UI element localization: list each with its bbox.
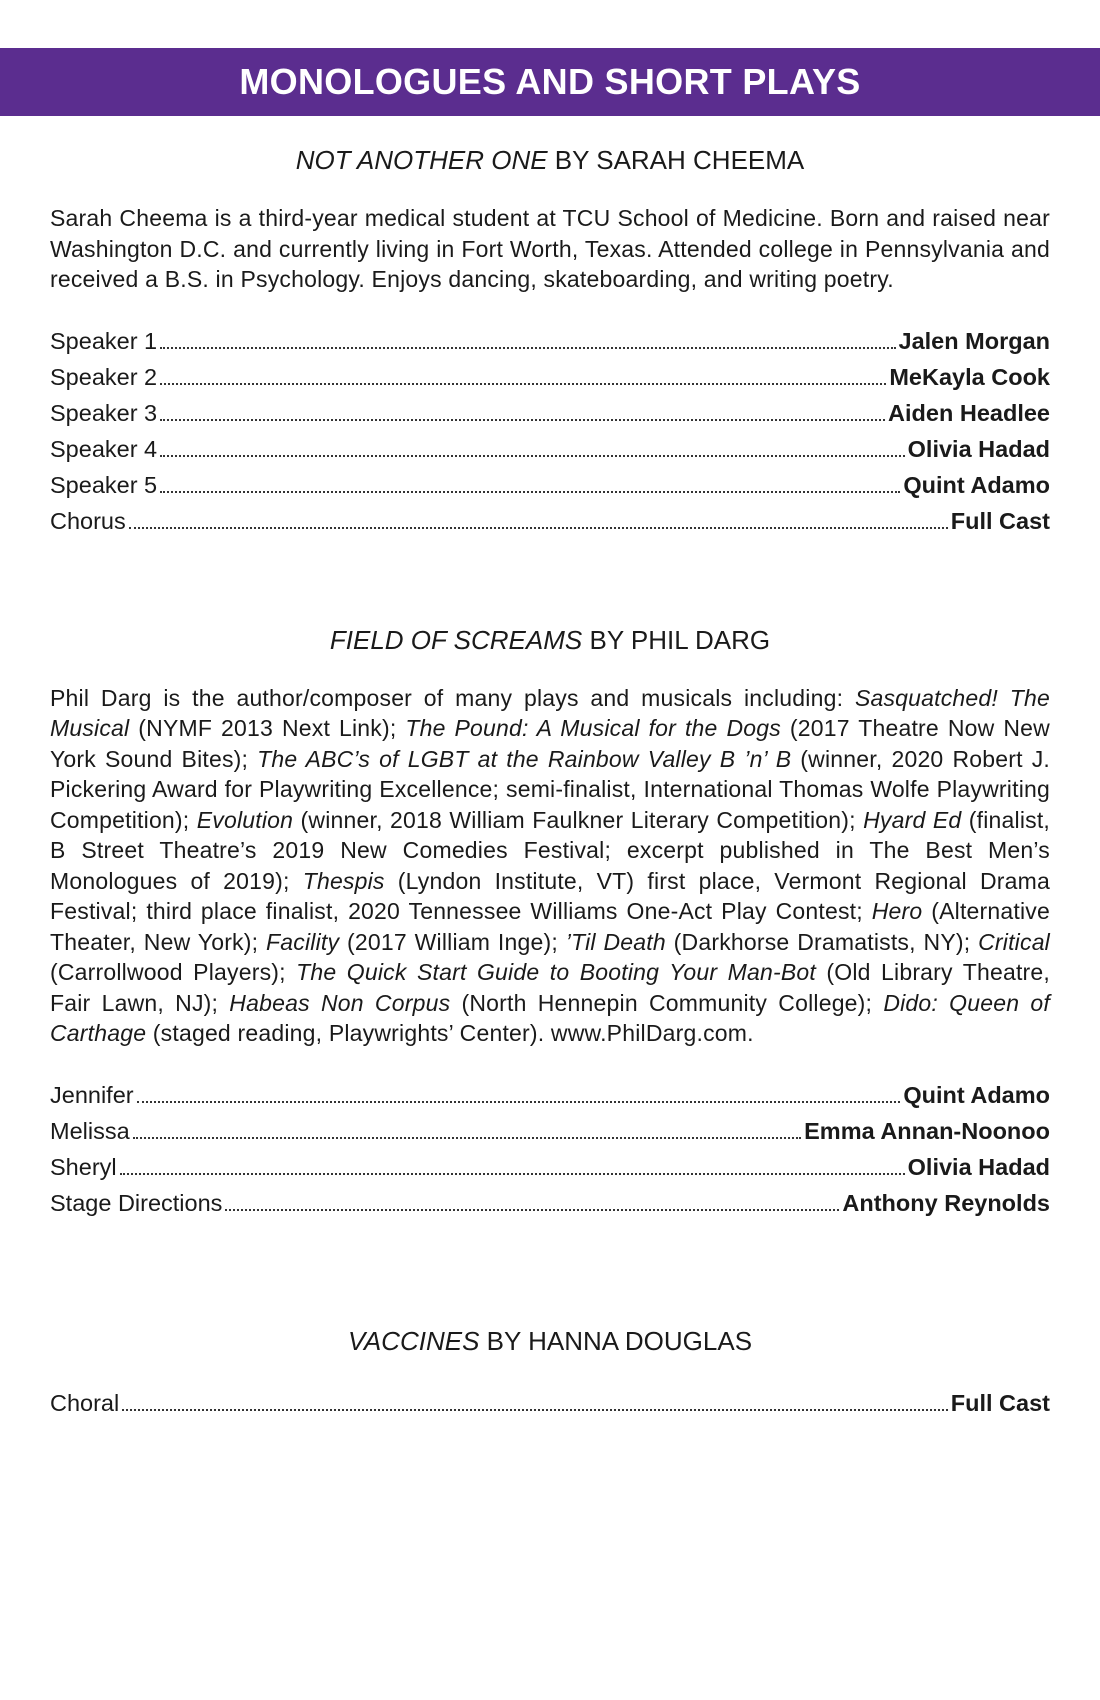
bio-text: (NYMF 2013 Next Link);	[129, 715, 406, 741]
cast-row	[50, 1077, 1050, 1113]
dot-leader	[133, 1137, 801, 1139]
cast-actor: MeKayla Cook	[889, 363, 1050, 390]
work-title: Facility	[266, 928, 340, 955]
cast-actor: Full Cast	[950, 1389, 1050, 1416]
work-title: The Quick Start Guide to Booting Your Man-Bot	[296, 959, 816, 985]
bio-text: (winner, 2018 William Faulkner Literary Competition);	[293, 806, 864, 833]
bio-text: (Alternative Theater, New York);	[50, 898, 1050, 955]
cast-row	[50, 1113, 1050, 1149]
cast-role: Stage Directions	[50, 1189, 223, 1216]
cast-role: Choral	[50, 1389, 120, 1416]
bio-text: (staged reading, Playwrights’ Center). www.PhilDarg.com.	[146, 1020, 754, 1046]
work-title: Habeas Non Corpus	[229, 989, 451, 1016]
play-byline: BY HANNA DOUGLAS	[479, 1325, 753, 1356]
dot-leader	[160, 455, 905, 457]
bio-text: (Carrollwood Players);	[50, 959, 297, 985]
dot-leader	[160, 383, 886, 385]
work-title: Dido: Queen of Carthage	[50, 989, 1051, 1046]
author-bio	[50, 683, 1050, 1049]
plays-content	[50, 116, 1050, 1421]
cast-role: Speaker 5	[50, 471, 158, 498]
play-title-text: FIELD OF SCREAMS	[329, 624, 583, 655]
work-title: Sasquatched! The Musical	[50, 684, 1050, 741]
cast-actor: Quint Adamo	[903, 471, 1050, 498]
dot-leader	[122, 1409, 948, 1411]
work-title: Evolution	[196, 806, 294, 833]
cast-list	[50, 323, 1050, 539]
cast-list	[50, 1077, 1050, 1221]
cast-list	[50, 1385, 1050, 1421]
work-title: Hyard Ed	[863, 806, 962, 833]
bio-text: Phil Darg is the author/composer of many plays and musicals including:	[50, 684, 855, 711]
cast-role: Jennifer	[50, 1081, 134, 1108]
cast-row	[50, 1385, 1050, 1421]
work-title: The Pound: A Musical for the Dogs	[405, 715, 781, 741]
dot-leader	[120, 1173, 905, 1175]
cast-row	[50, 323, 1050, 359]
bio-text: (Lyndon Institute, VT) first place, Vermont Regional Drama Festival; third place finalist, 2020 Tennessee Williams One-Act Play Contest;	[50, 867, 1051, 924]
cast-row	[50, 503, 1050, 539]
cast-role: Melissa	[50, 1117, 130, 1144]
play-title-field-of-screams	[50, 624, 1050, 656]
play-title-text: NOT ANOTHER ONE	[295, 145, 548, 175]
cast-row	[50, 1185, 1050, 1221]
dot-leader	[160, 347, 895, 349]
cast-actor: Emma Annan-Noonoo	[804, 1117, 1050, 1144]
bio-text: (winner, 2020 Robert J. Pickering Award for Playwriting Excellence; semi-finalist, International Thomas Wolfe Playwriting Competition);	[50, 745, 1051, 833]
cast-role: Speaker 2	[50, 363, 158, 390]
play-byline: BY SARAH CHEEMA	[547, 145, 805, 175]
cast-actor: Jalen Morgan	[898, 327, 1050, 354]
cast-actor: Olivia Hadad	[907, 1153, 1050, 1180]
cast-actor: Anthony Reynolds	[842, 1189, 1050, 1216]
cast-actor: Olivia Hadad	[907, 435, 1050, 462]
play-title-text: VACCINES	[347, 1325, 480, 1356]
cast-row	[50, 1149, 1050, 1185]
bio-text: (2017 William Inge);	[339, 928, 566, 955]
bio-text: (Darkhorse Dramatists, NY);	[665, 928, 979, 955]
cast-row	[50, 431, 1050, 467]
section-title: MONOLOGUES AND SHORT PLAYS	[239, 61, 861, 102]
bio-text: (2017 Theatre Now New York Sound Bites);	[50, 715, 1050, 772]
work-title: Hero	[871, 898, 923, 924]
cast-row	[50, 359, 1050, 395]
work-title: ’Til Death	[565, 928, 666, 955]
play-title-vaccines	[50, 1325, 1050, 1357]
work-title: Thespis	[302, 867, 385, 894]
dot-leader	[225, 1209, 839, 1211]
cast-actor: Aiden Headlee	[888, 399, 1050, 426]
cast-role: Speaker 1	[50, 327, 158, 354]
cast-role: Speaker 4	[50, 435, 158, 462]
cast-role: Chorus	[50, 507, 126, 534]
dot-leader	[129, 527, 948, 529]
cast-role: Speaker 3	[50, 399, 158, 426]
dot-leader	[137, 1101, 901, 1103]
cast-actor: Full Cast	[950, 507, 1050, 534]
play-byline: BY PHIL DARG	[582, 624, 771, 655]
section-banner	[0, 48, 1100, 116]
cast-actor: Quint Adamo	[903, 1081, 1050, 1108]
work-title: The ABC’s of LGBT at the Rainbow Valley B ’n’ B	[257, 745, 792, 772]
bio-text: (finalist, B Street Theatre’s 2019 New Comedies Festival; excerpt published in The Best Men’s Monologues of 2019);	[50, 806, 1051, 894]
cast-row	[50, 467, 1050, 503]
author-bio: Sarah Cheema is a third-year medical student at TCU School of Medicine. Born and raised near Washington D.C. and currently living in Fort Worth, Texas. Attended college in Pennsylvania and received a B.S. in Psychology. Enjoys dancing, skateboarding, and writing poetry.	[50, 205, 1050, 292]
dot-leader	[160, 419, 885, 421]
bio-text: (North Hennepin Community College);	[450, 989, 884, 1016]
cast-role: Sheryl	[50, 1153, 117, 1180]
play-title-not-another-one	[50, 144, 1050, 176]
dot-leader	[160, 491, 900, 493]
bio-text: (Old Library Theatre, Fair Lawn, NJ);	[50, 959, 1050, 1016]
cast-row	[50, 395, 1050, 431]
work-title: Critical	[978, 928, 1050, 955]
